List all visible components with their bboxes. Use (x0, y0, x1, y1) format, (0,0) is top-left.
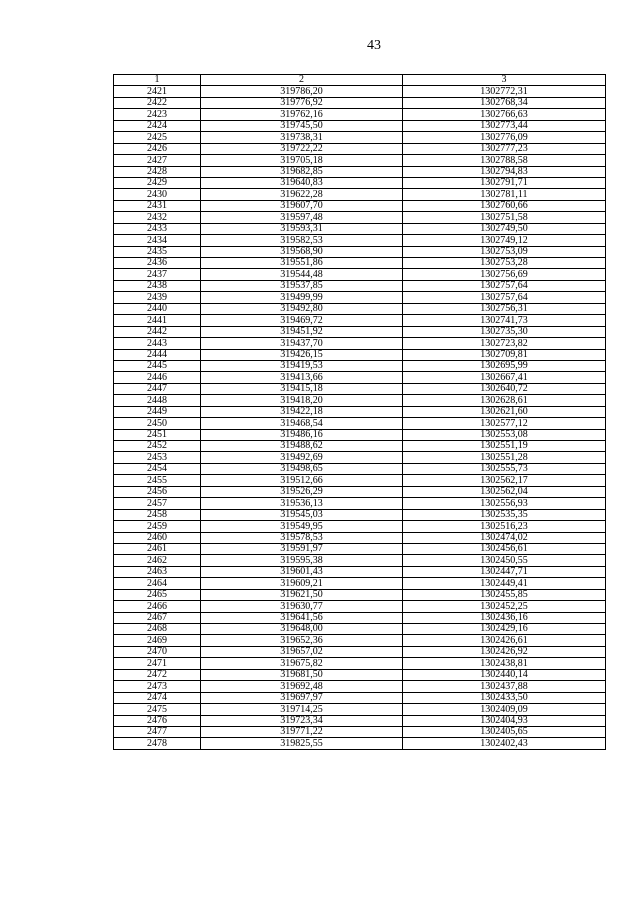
cell-y-coordinate: 1302723,82 (403, 338, 606, 349)
table-row (114, 177, 606, 188)
table-row (114, 463, 606, 474)
cell-x-coordinate: 319776,92 (201, 97, 403, 108)
cell-point-number: 2473 (114, 681, 201, 692)
cell-x-coordinate: 319738,31 (201, 132, 403, 143)
cell-y-coordinate: 1302757,64 (403, 280, 606, 291)
table-row (114, 498, 606, 509)
cell-point-number: 2440 (114, 303, 201, 314)
cell-x-coordinate: 319578,53 (201, 532, 403, 543)
cell-y-coordinate: 1302773,44 (403, 120, 606, 131)
cell-point-number: 2474 (114, 692, 201, 703)
cell-point-number: 2430 (114, 189, 201, 200)
table-row (114, 486, 606, 497)
table-row (114, 86, 606, 97)
table-row (114, 223, 606, 234)
cell-y-coordinate: 1302409,09 (403, 704, 606, 715)
table-row (114, 109, 606, 120)
cell-y-coordinate: 1302449,41 (403, 578, 606, 589)
cell-x-coordinate: 319622,28 (201, 189, 403, 200)
table-row (114, 418, 606, 429)
cell-x-coordinate: 319419,53 (201, 360, 403, 371)
cell-x-coordinate: 319692,48 (201, 681, 403, 692)
cell-point-number: 2476 (114, 715, 201, 726)
table-row (114, 726, 606, 737)
table-row (114, 189, 606, 200)
page-number (0, 38, 640, 54)
cell-y-coordinate: 1302741,73 (403, 315, 606, 326)
table-row (114, 635, 606, 646)
cell-point-number: 2439 (114, 292, 201, 303)
cell-point-number: 2444 (114, 349, 201, 360)
cell-point-number: 2458 (114, 509, 201, 520)
cell-y-coordinate: 1302776,09 (403, 132, 606, 143)
table-row (114, 601, 606, 612)
cell-y-coordinate: 1302562,17 (403, 475, 606, 486)
cell-point-number: 2466 (114, 601, 201, 612)
table-row (114, 292, 606, 303)
cell-x-coordinate: 319657,02 (201, 646, 403, 657)
table-row (114, 372, 606, 383)
cell-y-coordinate: 1302753,09 (403, 246, 606, 257)
cell-y-coordinate: 1302440,14 (403, 669, 606, 680)
cell-x-coordinate: 319426,15 (201, 349, 403, 360)
cell-y-coordinate: 1302452,25 (403, 601, 606, 612)
cell-x-coordinate: 319745,50 (201, 120, 403, 131)
cell-y-coordinate: 1302429,16 (403, 624, 606, 635)
cell-x-coordinate: 319697,97 (201, 692, 403, 703)
cell-x-coordinate: 319469,72 (201, 315, 403, 326)
table-row (114, 521, 606, 532)
cell-y-coordinate: 1302426,61 (403, 635, 606, 646)
cell-x-coordinate: 319762,16 (201, 109, 403, 120)
cell-point-number: 2475 (114, 704, 201, 715)
cell-x-coordinate: 319437,70 (201, 338, 403, 349)
cell-x-coordinate: 319549,95 (201, 521, 403, 532)
table-row (114, 669, 606, 680)
cell-point-number: 2423 (114, 109, 201, 120)
cell-x-coordinate: 319682,85 (201, 166, 403, 177)
cell-x-coordinate: 319545,03 (201, 509, 403, 520)
cell-point-number: 2435 (114, 246, 201, 257)
cell-x-coordinate: 319597,48 (201, 212, 403, 223)
table-row (114, 543, 606, 554)
cell-y-coordinate: 1302709,81 (403, 349, 606, 360)
cell-x-coordinate: 319640,83 (201, 177, 403, 188)
table-row (114, 646, 606, 657)
cell-point-number: 2450 (114, 418, 201, 429)
cell-x-coordinate: 319652,36 (201, 635, 403, 646)
cell-y-coordinate: 1302749,50 (403, 223, 606, 234)
cell-x-coordinate: 319593,31 (201, 223, 403, 234)
cell-point-number: 2422 (114, 97, 201, 108)
cell-x-coordinate: 319621,50 (201, 589, 403, 600)
table-row (114, 246, 606, 257)
cell-x-coordinate: 319498,65 (201, 463, 403, 474)
cell-x-coordinate: 319630,77 (201, 601, 403, 612)
cell-y-coordinate: 1302553,08 (403, 429, 606, 440)
cell-x-coordinate: 319486,16 (201, 429, 403, 440)
cell-y-coordinate: 1302405,65 (403, 726, 606, 737)
cell-point-number: 2478 (114, 738, 201, 749)
cell-y-coordinate: 1302788,58 (403, 155, 606, 166)
cell-point-number: 2428 (114, 166, 201, 177)
table-row (114, 658, 606, 669)
cell-x-coordinate: 319607,70 (201, 200, 403, 211)
cell-point-number: 2436 (114, 258, 201, 269)
table-row (114, 280, 606, 291)
cell-x-coordinate: 319468,54 (201, 418, 403, 429)
cell-point-number: 2447 (114, 383, 201, 394)
cell-x-coordinate: 319512,66 (201, 475, 403, 486)
cell-point-number: 2429 (114, 177, 201, 188)
table-row (114, 166, 606, 177)
table-row (114, 578, 606, 589)
cell-point-number: 2459 (114, 521, 201, 532)
cell-point-number: 2455 (114, 475, 201, 486)
table-row (114, 532, 606, 543)
table-row (114, 360, 606, 371)
table-row (114, 441, 606, 452)
cell-x-coordinate: 319422,18 (201, 406, 403, 417)
table-row (114, 406, 606, 417)
table-row (114, 692, 606, 703)
cell-point-number: 2431 (114, 200, 201, 211)
cell-point-number: 2469 (114, 635, 201, 646)
column-header-x: 2 (201, 75, 403, 86)
cell-y-coordinate: 1302756,69 (403, 269, 606, 280)
cell-x-coordinate: 319492,69 (201, 452, 403, 463)
cell-y-coordinate: 1302438,81 (403, 658, 606, 669)
cell-y-coordinate: 1302455,85 (403, 589, 606, 600)
cell-x-coordinate: 319648,00 (201, 624, 403, 635)
cell-point-number: 2442 (114, 326, 201, 337)
cell-y-coordinate: 1302756,31 (403, 303, 606, 314)
cell-x-coordinate: 319723,34 (201, 715, 403, 726)
cell-point-number: 2446 (114, 372, 201, 383)
cell-point-number: 2453 (114, 452, 201, 463)
table-row (114, 704, 606, 715)
cell-point-number: 2448 (114, 395, 201, 406)
cell-y-coordinate: 1302556,93 (403, 498, 606, 509)
cell-point-number: 2421 (114, 86, 201, 97)
cell-point-number: 2463 (114, 566, 201, 577)
table-row (114, 452, 606, 463)
table-header (114, 75, 606, 86)
table-row (114, 338, 606, 349)
cell-point-number: 2433 (114, 223, 201, 234)
cell-y-coordinate: 1302535,35 (403, 509, 606, 520)
cell-x-coordinate: 319705,18 (201, 155, 403, 166)
table-row (114, 258, 606, 269)
cell-point-number: 2457 (114, 498, 201, 509)
cell-point-number: 2425 (114, 132, 201, 143)
table-header-row (114, 75, 606, 86)
cell-y-coordinate: 1302628,61 (403, 395, 606, 406)
table-row (114, 566, 606, 577)
cell-point-number: 2426 (114, 143, 201, 154)
page-number-text: 43 (367, 38, 381, 53)
cell-y-coordinate: 1302695,99 (403, 360, 606, 371)
cell-x-coordinate: 319544,48 (201, 269, 403, 280)
table-row (114, 200, 606, 211)
cell-y-coordinate: 1302447,71 (403, 566, 606, 577)
cell-x-coordinate: 319595,38 (201, 555, 403, 566)
table-row (114, 624, 606, 635)
cell-point-number: 2467 (114, 612, 201, 623)
cell-x-coordinate: 319771,22 (201, 726, 403, 737)
cell-y-coordinate: 1302757,64 (403, 292, 606, 303)
cell-point-number: 2452 (114, 441, 201, 452)
cell-x-coordinate: 319499,99 (201, 292, 403, 303)
cell-y-coordinate: 1302456,61 (403, 543, 606, 554)
column-header-point: 1 (114, 75, 201, 86)
cell-x-coordinate: 319568,90 (201, 246, 403, 257)
cell-x-coordinate: 319451,92 (201, 326, 403, 337)
cell-point-number: 2424 (114, 120, 201, 131)
cell-x-coordinate: 319551,86 (201, 258, 403, 269)
cell-x-coordinate: 319681,50 (201, 669, 403, 680)
table-row (114, 235, 606, 246)
cell-point-number: 2468 (114, 624, 201, 635)
cell-point-number: 2437 (114, 269, 201, 280)
cell-x-coordinate: 319526,29 (201, 486, 403, 497)
cell-point-number: 2451 (114, 429, 201, 440)
cell-x-coordinate: 319825,55 (201, 738, 403, 749)
cell-point-number: 2443 (114, 338, 201, 349)
table-row (114, 212, 606, 223)
column-header-y: 3 (403, 75, 606, 86)
cell-point-number: 2465 (114, 589, 201, 600)
cell-y-coordinate: 1302751,58 (403, 212, 606, 223)
table-row (114, 555, 606, 566)
cell-point-number: 2462 (114, 555, 201, 566)
table-row (114, 326, 606, 337)
cell-y-coordinate: 1302577,12 (403, 418, 606, 429)
cell-y-coordinate: 1302551,19 (403, 441, 606, 452)
table-row (114, 269, 606, 280)
coordinates-table (113, 74, 606, 750)
cell-point-number: 2461 (114, 543, 201, 554)
table-row (114, 509, 606, 520)
cell-y-coordinate: 1302772,31 (403, 86, 606, 97)
cell-y-coordinate: 1302768,34 (403, 97, 606, 108)
cell-x-coordinate: 319786,20 (201, 86, 403, 97)
cell-y-coordinate: 1302516,23 (403, 521, 606, 532)
cell-y-coordinate: 1302404,93 (403, 715, 606, 726)
table-row (114, 681, 606, 692)
cell-x-coordinate: 319722,22 (201, 143, 403, 154)
cell-point-number: 2445 (114, 360, 201, 371)
cell-x-coordinate: 319492,80 (201, 303, 403, 314)
table-row (114, 383, 606, 394)
cell-y-coordinate: 1302781,11 (403, 189, 606, 200)
cell-point-number: 2464 (114, 578, 201, 589)
cell-y-coordinate: 1302753,28 (403, 258, 606, 269)
table-row (114, 715, 606, 726)
cell-x-coordinate: 319415,18 (201, 383, 403, 394)
cell-x-coordinate: 319601,43 (201, 566, 403, 577)
cell-y-coordinate: 1302760,66 (403, 200, 606, 211)
cell-point-number: 2472 (114, 669, 201, 680)
cell-point-number: 2449 (114, 406, 201, 417)
cell-point-number: 2432 (114, 212, 201, 223)
table-row (114, 429, 606, 440)
cell-y-coordinate: 1302436,16 (403, 612, 606, 623)
table-row (114, 349, 606, 360)
cell-x-coordinate: 319714,25 (201, 704, 403, 715)
cell-point-number: 2470 (114, 646, 201, 657)
cell-y-coordinate: 1302555,73 (403, 463, 606, 474)
cell-point-number: 2471 (114, 658, 201, 669)
table-row (114, 395, 606, 406)
table-row (114, 612, 606, 623)
cell-x-coordinate: 319609,21 (201, 578, 403, 589)
cell-x-coordinate: 319675,82 (201, 658, 403, 669)
cell-point-number: 2427 (114, 155, 201, 166)
table-row (114, 143, 606, 154)
table-row (114, 97, 606, 108)
cell-y-coordinate: 1302562,04 (403, 486, 606, 497)
cell-y-coordinate: 1302640,72 (403, 383, 606, 394)
cell-y-coordinate: 1302794,83 (403, 166, 606, 177)
cell-y-coordinate: 1302749,12 (403, 235, 606, 246)
cell-x-coordinate: 319591,97 (201, 543, 403, 554)
cell-y-coordinate: 1302621,60 (403, 406, 606, 417)
table-row (114, 738, 606, 749)
table-row (114, 303, 606, 314)
cell-y-coordinate: 1302735,30 (403, 326, 606, 337)
cell-y-coordinate: 1302551,28 (403, 452, 606, 463)
table-row (114, 120, 606, 131)
cell-point-number: 2456 (114, 486, 201, 497)
cell-x-coordinate: 319413,66 (201, 372, 403, 383)
cell-y-coordinate: 1302777,23 (403, 143, 606, 154)
cell-x-coordinate: 319536,13 (201, 498, 403, 509)
cell-point-number: 2441 (114, 315, 201, 326)
table-row (114, 315, 606, 326)
cell-y-coordinate: 1302791,71 (403, 177, 606, 188)
table-row (114, 589, 606, 600)
cell-y-coordinate: 1302426,92 (403, 646, 606, 657)
cell-y-coordinate: 1302474,02 (403, 532, 606, 543)
table-row (114, 132, 606, 143)
cell-point-number: 2438 (114, 280, 201, 291)
cell-point-number: 2454 (114, 463, 201, 474)
cell-x-coordinate: 319537,85 (201, 280, 403, 291)
cell-x-coordinate: 319418,20 (201, 395, 403, 406)
table-row (114, 155, 606, 166)
cell-x-coordinate: 319641,56 (201, 612, 403, 623)
cell-x-coordinate: 319488,62 (201, 441, 403, 452)
cell-y-coordinate: 1302433,50 (403, 692, 606, 703)
cell-y-coordinate: 1302402,43 (403, 738, 606, 749)
cell-y-coordinate: 1302450,55 (403, 555, 606, 566)
cell-y-coordinate: 1302667,41 (403, 372, 606, 383)
cell-x-coordinate: 319582,53 (201, 235, 403, 246)
table-row (114, 475, 606, 486)
cell-y-coordinate: 1302766,63 (403, 109, 606, 120)
table-body (114, 86, 606, 749)
cell-point-number: 2434 (114, 235, 201, 246)
cell-point-number: 2460 (114, 532, 201, 543)
cell-point-number: 2477 (114, 726, 201, 737)
cell-y-coordinate: 1302437,88 (403, 681, 606, 692)
